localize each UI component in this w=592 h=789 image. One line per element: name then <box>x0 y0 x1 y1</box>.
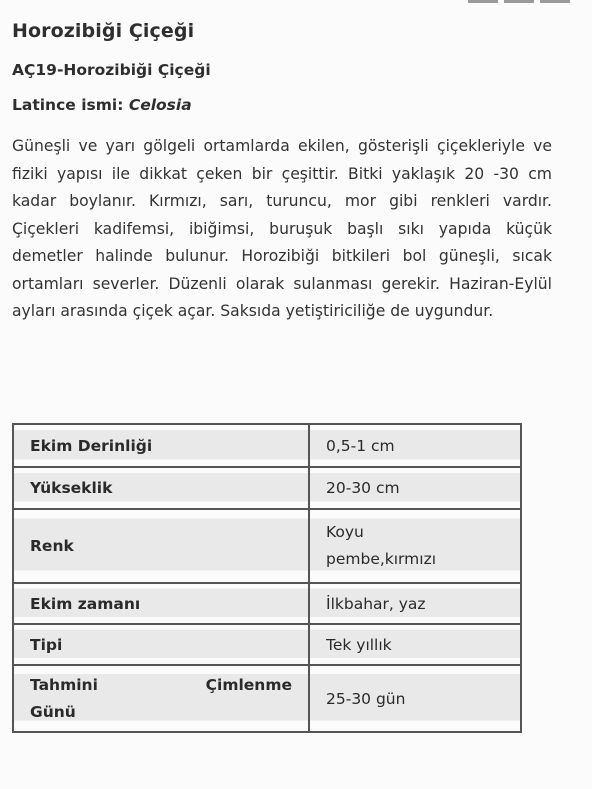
latin-name-line <box>12 96 192 114</box>
spec-label-planting-time: Ekim zamanı <box>13 583 309 624</box>
latin-name-label: Latince ismi: <box>12 96 124 114</box>
spec-value-planting-time: İlkbahar, yaz <box>309 583 521 624</box>
spec-label-germination-word2: Çimlenme <box>205 675 292 694</box>
product-title: Horozibiği Çiçeği <box>12 20 195 42</box>
specs-table <box>12 423 522 733</box>
product-code-name: AÇ19-Horozibiği Çiçeği <box>12 61 211 79</box>
spec-label-germination-line2: Günü <box>30 702 76 721</box>
table-row <box>13 509 521 583</box>
table-row <box>13 424 521 467</box>
top-edge-bars <box>468 0 570 3</box>
spec-label-type: Tipi <box>13 624 309 665</box>
table-row <box>13 624 521 665</box>
spec-label-germination-word1: Tahmini <box>30 675 98 694</box>
spec-value-germination: 25-30 gün <box>309 665 521 732</box>
table-row <box>13 583 521 624</box>
spec-label-height: Yükseklik <box>13 467 309 509</box>
spec-label-planting-depth: Ekim Derinliği <box>13 424 309 467</box>
spec-value-planting-depth: 0,5-1 cm <box>309 424 521 467</box>
spec-value-type: Tek yıllık <box>309 624 521 665</box>
table-row <box>13 665 521 732</box>
spec-value-height: 20-30 cm <box>309 467 521 509</box>
spec-value-color <box>309 509 521 583</box>
latin-name-value: Celosia <box>128 96 192 114</box>
spec-label-germination <box>13 665 309 732</box>
table-row <box>13 467 521 509</box>
spec-label-germination-line1 <box>30 672 292 699</box>
spec-label-color: Renk <box>13 509 309 583</box>
spec-value-color-line2: pembe,kırmızı <box>326 550 437 568</box>
product-description: Güneşli ve yarı gölgeli ortamlarda ekilen, gösterişli çiçekleriyle ve fiziki yapısı ile dikkat çeken bir çeşittir. Bitki yaklaşık 20 -30 cm kadar boylanır. Kırmızı, sarı, turuncu, mor gibi renkleri vardır. Çiçekleri kadifemsi, ibiğimsi, buruşuk başlı sıkı yapıda küçük demetler halinde bulunur. Horozibiği bitkileri bol güneşli, sıcak ortamları severler. Düzenli olarak sulanması gerekir. Haziran-Eylül ayları arasında çiçek açar. Saksıda yetiştiriciliğe de uygundur. <box>12 137 552 320</box>
spec-value-color-line1: Koyu <box>326 523 364 541</box>
